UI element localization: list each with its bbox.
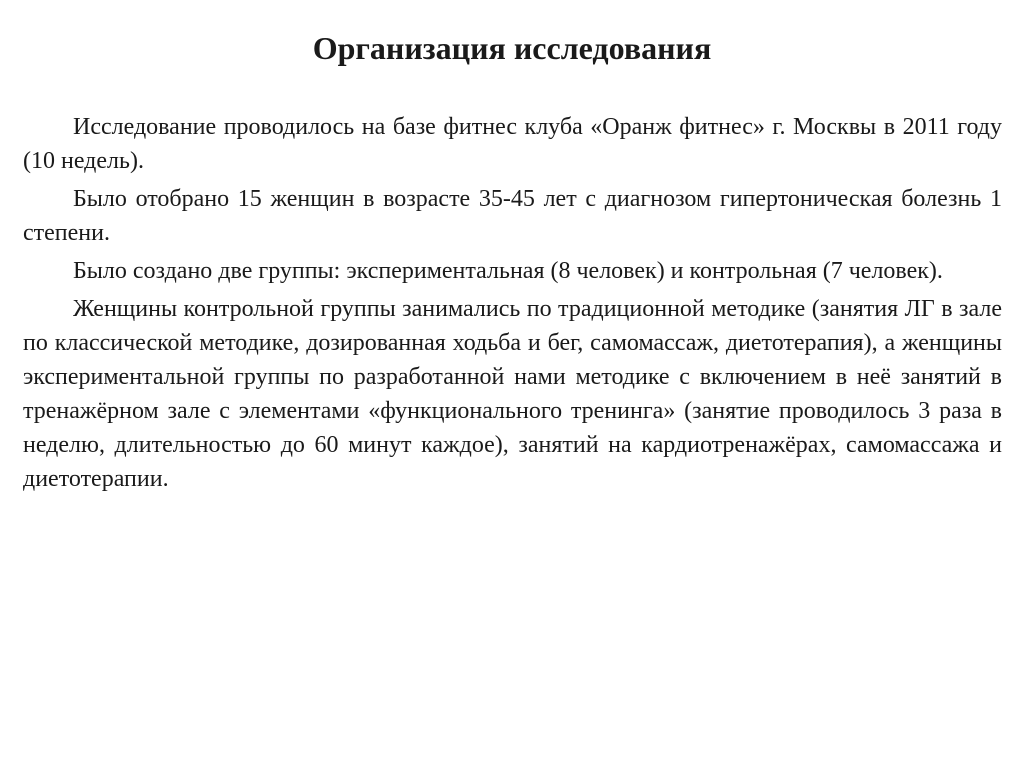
slide-title: Организация исследования	[312, 30, 712, 66]
slide-body	[23, 110, 1002, 500]
paragraph-study-location: Исследование проводилось на базе фитнес клуба «Оранж фитнес» г. Москвы в 2011 году (10 недель).	[23, 114, 1002, 174]
paragraph-groups: Было создано две группы: экспериментальная (8 человек) и контрольная (7 человек).	[73, 258, 943, 284]
paragraph-methods: Женщины контрольной группы занимались по традиционной методике (занятия ЛГ в зале по классической методике, дозированная ходьба и бег, самомассаж, диетотерапия), а женщины экспериментальной группы по разработанной нами методике с включением в неё занятий в тренажёрном зале с элементами «функционального тренинга» (занятие проводилось 3 раза в неделю, длительностью до 60 минут каждое), занятий на кардиотренажёрах, самомассажа и диетотерапии.	[23, 296, 1002, 492]
paragraph-participants: Было отобрано 15 женщин в возрасте 35-45 лет с диагнозом гипертоническая болезнь 1 степени.	[23, 186, 1002, 246]
